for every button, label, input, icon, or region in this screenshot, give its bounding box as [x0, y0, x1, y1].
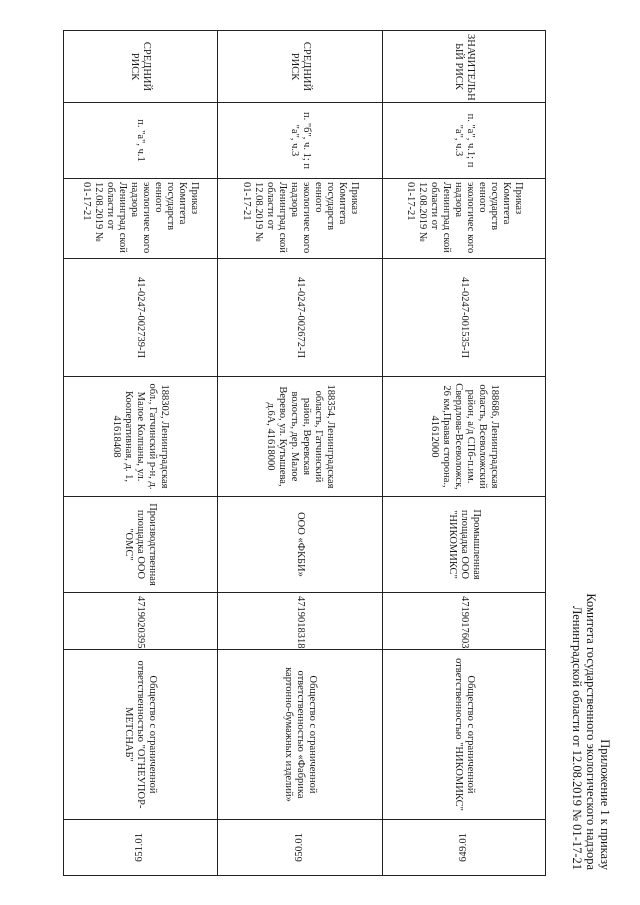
object-code-cell: 41-0247-002739-П	[64, 259, 218, 377]
risk-category-cell: ЗНАЧИТЕЛЬН ЫЙ РИСК	[383, 31, 546, 103]
order-reference-cell: Приказ Комитета государств енного экологичес кого надзора Ленинград ской области от 12.08.2019 № 01-17-21	[383, 179, 546, 259]
row-number: 649.01	[458, 833, 469, 862]
criteria-clause-cell: п. "а", ч.1; п "а", ч.3	[383, 103, 546, 179]
organization-name-cell: Общество с ограниченной ответственностью «Фабрика картонно-бумажных изделий»	[218, 650, 383, 820]
appendix-header	[570, 0, 612, 870]
object-address-cell: 188302, Ленинградская обл., Гатчинский р-н, д. Малое Колпаны, ул. Кооперативная, д. 1, 41618408	[64, 377, 218, 497]
order-reference-cell: Приказ Комитета государств енного экологичес кого надзора Ленинград ской области от 12.08.2019 № 01-17-21	[218, 179, 383, 259]
appendix-header-line-2: Комитета государственного экологического надзора	[584, 593, 598, 870]
order-reference-cell: Приказ Комитета государств енного экологичес кого надзора Ленинград ской области от 12.08.2019 № 01-17-21	[64, 179, 218, 259]
inn-cell: 4719017603	[383, 593, 546, 650]
row-number-cell	[383, 820, 546, 876]
organization-name-cell: Общество с ограниченной ответственностью "ОГНЕУПОР-МЕТСНАБ"	[64, 650, 218, 820]
table-row	[218, 31, 383, 876]
row-number: 650.01	[294, 833, 305, 862]
appendix-header-line-1: Приложение 1 к приказу	[598, 739, 612, 870]
inn-cell: 4719018318	[218, 593, 383, 650]
row-number-cell	[64, 820, 218, 876]
criteria-clause-cell: п. "а", ч.1	[64, 103, 218, 179]
table-row	[383, 31, 546, 876]
appendix-header-line-3: Ленинградской области от 12.08.2019 № 01-17-21	[570, 605, 584, 870]
organization-name-cell: Общество с ограниченной ответственностью "НИКОМИКС"	[383, 650, 546, 820]
inn-cell: 4719020395	[64, 593, 218, 650]
risk-registry-table	[63, 30, 546, 876]
object-code-cell: 41-0247-001535-П	[383, 259, 546, 377]
table-row	[64, 31, 218, 876]
risk-category-cell: СРЕДНИЙ РИСК	[64, 31, 218, 103]
risk-category-cell: СРЕДНИЙ РИСК	[218, 31, 383, 103]
object-name-cell: Промышленная площадка ООО "НИКОМИКС"	[383, 497, 546, 593]
object-name-cell: Производственная площадка ООО "ОМС"	[64, 497, 218, 593]
row-number: 651.01	[134, 833, 146, 862]
criteria-clause-cell: п. "б", ч. 1; п "а", ч.3	[218, 103, 383, 179]
object-code-cell: 41-0247-002672-П	[218, 259, 383, 377]
object-address-cell: 188686, Ленинградская область, Всеволожский район, а/д СПб-п.им. Свердлова-Всеволожск, 26 км,Правая сторона., 41612000	[383, 377, 546, 497]
object-name-cell: ООО «ФКБИ»	[218, 497, 383, 593]
row-number-cell	[218, 820, 383, 876]
object-address-cell: 188354, Ленинградская область, Гатчинский район, Веревская волость, дер. Малое Верево, ул. Кутышева, д.6А, 41618000	[218, 377, 383, 497]
